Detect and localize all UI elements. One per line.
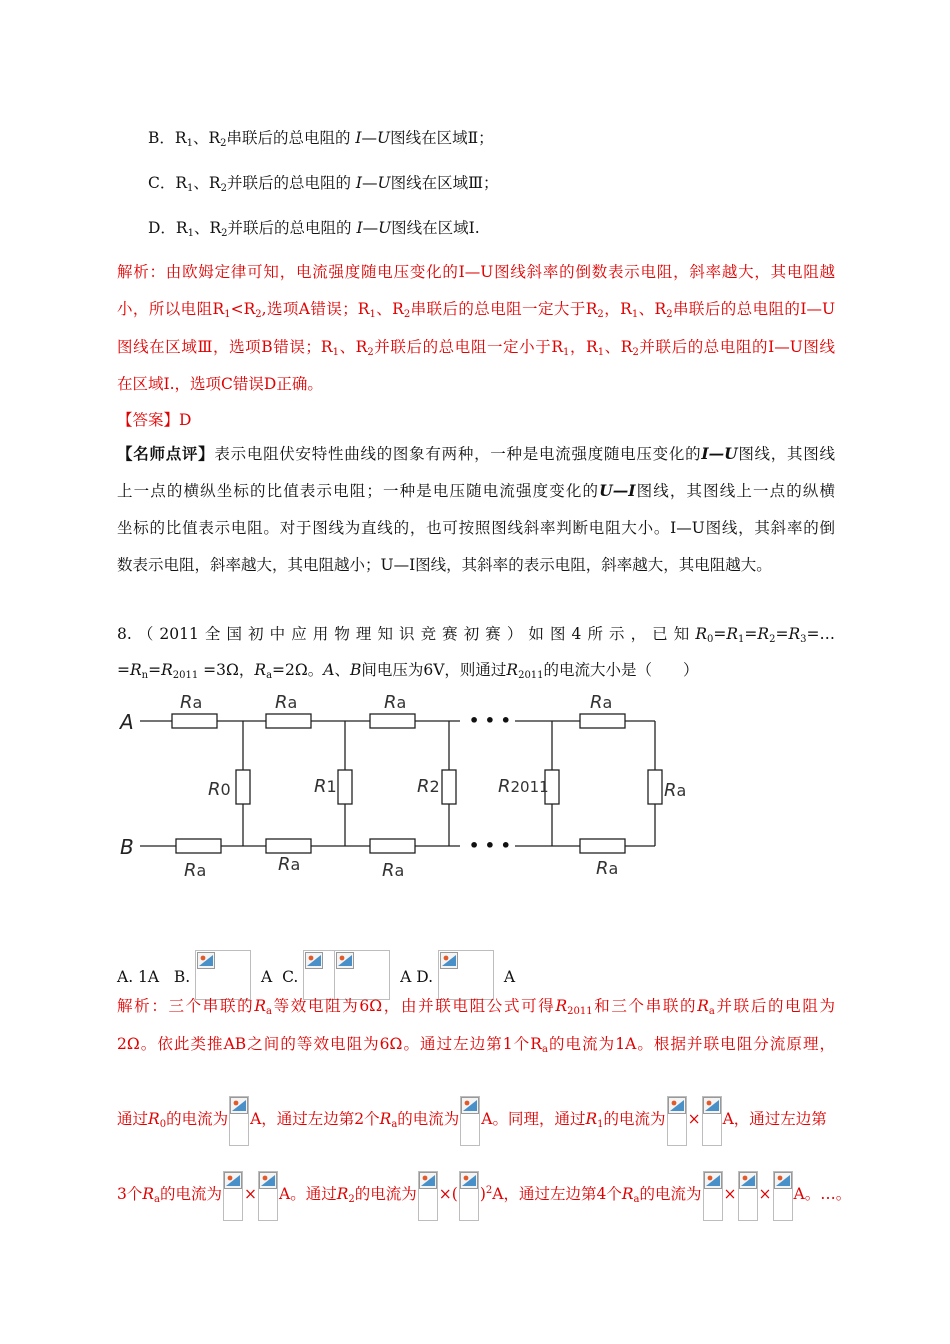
image-placeholder-icon bbox=[197, 952, 215, 969]
choice-b-image bbox=[195, 950, 251, 1000]
comment7-line3: 坐标的比值表示电阻。对于图线为直线的，也可按照图线斜率判断电阻大小。I—U图线，其斜率的倒 bbox=[117, 519, 835, 537]
analysis8-line2: 2Ω。依此类推AB之间的等效电阻为6Ω。通过左边第1个$R_a$的电流为1A。根据并联电阻分流原理， bbox=[117, 1035, 835, 1055]
ra-rung-label: Ra bbox=[664, 780, 687, 801]
image-placeholder-icon bbox=[305, 952, 323, 969]
image-placeholder-icon bbox=[460, 1172, 478, 1189]
answer-value: D bbox=[179, 411, 192, 429]
image-placeholder-icon bbox=[259, 1172, 277, 1189]
ra-label: Ra bbox=[180, 692, 203, 713]
q8-line2: $=R_n=R_{2011} =3\Omega$，$R_a=2\Omega$。A、B间电压为6V，则通过$R_{2011}$的电流大小是（ ） bbox=[117, 661, 699, 681]
image-placeholder-icon bbox=[739, 1172, 757, 1189]
fraction-image bbox=[703, 1171, 723, 1221]
ellipsis-bottom: • • • bbox=[469, 836, 511, 855]
fraction-image bbox=[667, 1096, 687, 1146]
r1-label: R1 bbox=[314, 776, 337, 797]
r2011-label: R2011 bbox=[498, 776, 549, 797]
ra-label: Ra bbox=[184, 860, 207, 881]
comment7-line4: 数表示电阻，斜率越大，其电阻越小；U—I图线，其斜率的表示电阻，斜率越大，其电阻越大。 bbox=[117, 556, 772, 574]
answer-label: 【答案】 bbox=[117, 411, 180, 429]
ra-label: Ra bbox=[384, 692, 407, 713]
terminal-a: A bbox=[120, 710, 134, 734]
fraction-image bbox=[738, 1171, 758, 1221]
analysis7-line3: 图线在区域Ⅲ，选项B错误；$R_1$、$R_2$并联后的总电阻一定小于$R_1$，$R_1$、$R_2$并联后的总电阻的I—U图线 bbox=[117, 338, 836, 358]
r2-label: R2 bbox=[417, 776, 440, 797]
image-placeholder-icon bbox=[440, 952, 458, 969]
choice-d-image bbox=[438, 950, 494, 1000]
ra-label: Ra bbox=[278, 854, 301, 875]
analysis7-line4: 在区域I.，选项C错误D正确。 bbox=[117, 375, 323, 393]
fraction-image bbox=[459, 1171, 479, 1221]
terminal-b: B bbox=[120, 835, 134, 859]
ra-label: Ra bbox=[590, 692, 613, 713]
q8-choices: A. 1A B. A C. A D. A bbox=[117, 950, 515, 1000]
image-placeholder-icon bbox=[336, 952, 354, 969]
ellipsis-top: • • • bbox=[469, 711, 511, 730]
fraction-image bbox=[229, 1096, 249, 1146]
fraction-image bbox=[460, 1096, 480, 1146]
choice-c-image-2 bbox=[334, 950, 390, 1000]
image-placeholder-icon bbox=[230, 1097, 248, 1114]
analysis8-line3: 通过$R_0$的电流为 A，通过左边第2个$R_a$的电流为 A。同理，通过$R_1$的电流为 × A，通过左边第 bbox=[117, 1096, 827, 1146]
answer7 bbox=[117, 410, 191, 430]
analysis8-line4: 3个$R_a$的电流为 × A。通过$R_2$的电流为 ×( )$^2$A，通过左边第4个$R_a$的电流为 × × A。…。 bbox=[117, 1171, 851, 1221]
analysis8-line1: 解析：三个串联的$R_a$等效电阻为6Ω，由并联电阻公式可得$R_{2011}$和三个串联的$R_a$并联后的电阻为 bbox=[117, 997, 835, 1017]
ra-label: Ra bbox=[275, 692, 298, 713]
fraction-image bbox=[418, 1171, 438, 1221]
image-placeholder-icon bbox=[461, 1097, 479, 1114]
choice-c-image-1 bbox=[303, 950, 335, 1000]
fraction-image bbox=[223, 1171, 243, 1221]
comment7-line1: 【名师点评】表示电阻伏安特性曲线的图象有两种，一种是电流强度随电压变化的I—U图线，其图线 bbox=[117, 444, 835, 463]
ra-label: Ra bbox=[596, 858, 619, 879]
image-placeholder-icon bbox=[224, 1172, 242, 1189]
comment7-line2: 上一点的横纵坐标的比值表示电阻；一种是电压随电流强度变化的U—I图线，其图线上一点的纵横 bbox=[117, 481, 835, 500]
circuit-diagram bbox=[110, 688, 710, 888]
fraction-image bbox=[702, 1096, 722, 1146]
option-b: B．$R_1$、$R_2$串联后的总电阻的 I—U图线在区域Ⅱ； bbox=[148, 129, 494, 149]
image-placeholder-icon bbox=[703, 1097, 721, 1114]
analysis7-line1: 解析：由欧姆定律可知，电流强度随电压变化的I—U图线斜率的倒数表示电阻，斜率越大，其电阻越 bbox=[117, 263, 835, 281]
image-placeholder-icon bbox=[774, 1172, 792, 1189]
fraction-image bbox=[258, 1171, 278, 1221]
option-d: D．$R_1$、$R_2$并联后的总电阻的 I—U图线在区域Ⅰ. bbox=[148, 219, 480, 239]
fraction-image bbox=[773, 1171, 793, 1221]
q8-line1: 8.（2011全国初中应用物理知识竞赛初赛）如图4所示，已知$R_0=R_1=R_2=R_3=\dots$ bbox=[117, 625, 835, 645]
analysis7-line2: 小，所以电阻$R_1<R_2$,选项A错误；$R_1$、$R_2$串联后的总电阻一定大于$R_2$，$R_1$、$R_2$串联后的总电阻的I—U bbox=[117, 300, 836, 320]
option-c: C．$R_1$、$R_2$并联后的总电阻的 I—U图线在区域Ⅲ； bbox=[148, 174, 499, 194]
ra-label: Ra bbox=[382, 860, 405, 881]
image-placeholder-icon bbox=[704, 1172, 722, 1189]
r0-label: R0 bbox=[208, 779, 231, 800]
image-placeholder-icon bbox=[668, 1097, 686, 1114]
image-placeholder-icon bbox=[419, 1172, 437, 1189]
